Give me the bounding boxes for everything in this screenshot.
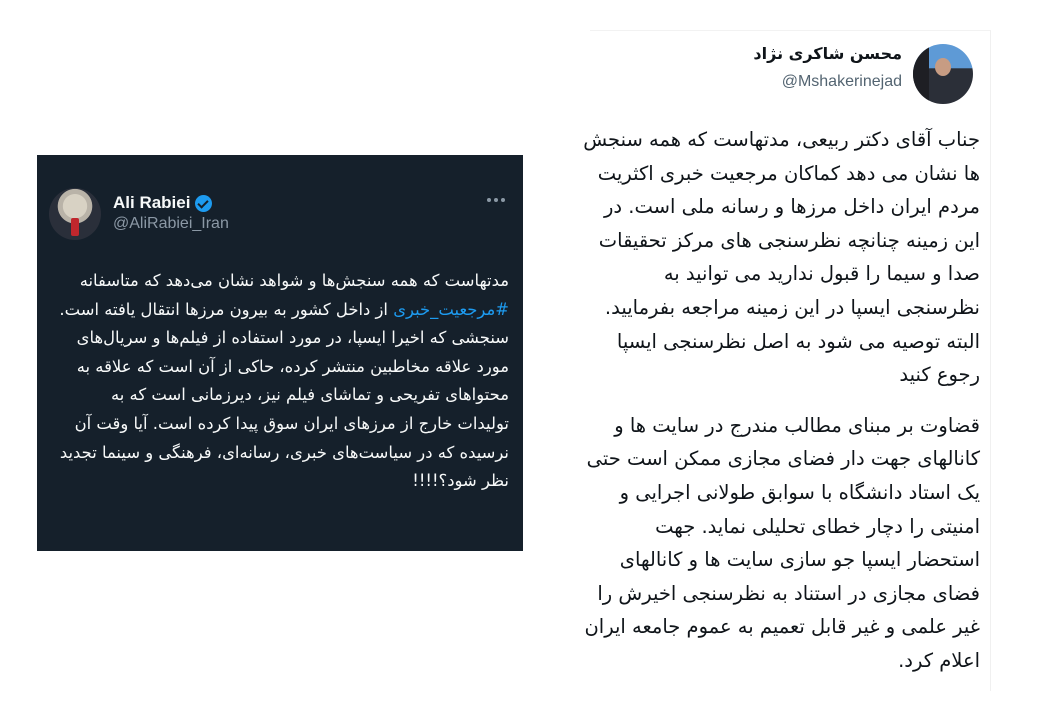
author-name-row: [113, 193, 212, 213]
author-name[interactable]: محسن شاکری نژاد: [753, 44, 902, 63]
avatar[interactable]: [913, 44, 973, 104]
tweet-paragraph: [57, 267, 509, 324]
tweet-paragraph: سنجشی که اخیرا ایسپا، در مورد استفاده از فیلم‌ها و سریال‌های مورد علاقه مخاطبین منتشر کرده، حاکی از آن است که علاقه به محتواهای تفریحی و تماشای فیلم نیز، دیرزمانی است که به تولیدات خارج از مرزهای ایران سوق پیدا کرده است. آیا وقت آن نرسیده که در سیاست‌های خبری، رسانه‌ای، فرهنگی و سینما تجدید نظر شود؟!!!!: [59, 328, 509, 491]
avatar[interactable]: [49, 188, 101, 240]
tweet-text-part: از داخل کشور به بیرون مرزها انتقال یافته است.: [59, 299, 394, 319]
hashtag-link[interactable]: #مرجعیت_خبری: [393, 299, 509, 319]
more-options-icon[interactable]: [487, 195, 509, 205]
tweet-text: [580, 123, 980, 695]
author-handle[interactable]: @AliRabiei_Iran: [113, 215, 229, 232]
tweet-text: [57, 267, 509, 496]
tweet-paragraph: قضاوت بر مبنای مطالب مندرج در سایت ها و کانالهای جهت دار فضای مجازی ممکن است حتی یک استاد دانشگاه با سوابق طولانی اجرایی و امنیتی را دچار خطای تحلیلی نماید. جهت استحضار ایسپا جو سازی سایت ها و کانالهای فضای مجازی در استناد به نظرسنجی اخیرش را غیر علمی و غیر قابل تعمیم به عموم جامعه ایران اعلام کرد.: [584, 413, 980, 672]
verified-badge-icon: [195, 195, 212, 212]
tweet-text-part: مدتهاست که همه سنجش‌ها و شواهد نشان می‌دهد که متاسفانه: [79, 271, 509, 290]
reply-tweet-card: [583, 30, 991, 691]
author-handle[interactable]: @Mshakerinejad: [781, 73, 902, 90]
author-name[interactable]: Ali Rabiei: [113, 193, 191, 212]
tweet-paragraph: جناب آقای دکتر ربیعی، مدتهاست که همه سنجش ها نشان می دهد کماکان مرجعیت خبری اکثریت مردم ایران داخل مرزها و رسانه ملی است. در این زمینه چنانچه نظرسنجی های مرکز تحقیقات صدا و سیما را قبول ندارید می توانید به نظرسنجی ایسپا در این زمینه مراجعه بفرمایید. البته توصیه می شود به اصل نظرسنجی ایسپا رجوع کنید: [583, 128, 980, 387]
quoted-tweet-card: [37, 155, 523, 551]
